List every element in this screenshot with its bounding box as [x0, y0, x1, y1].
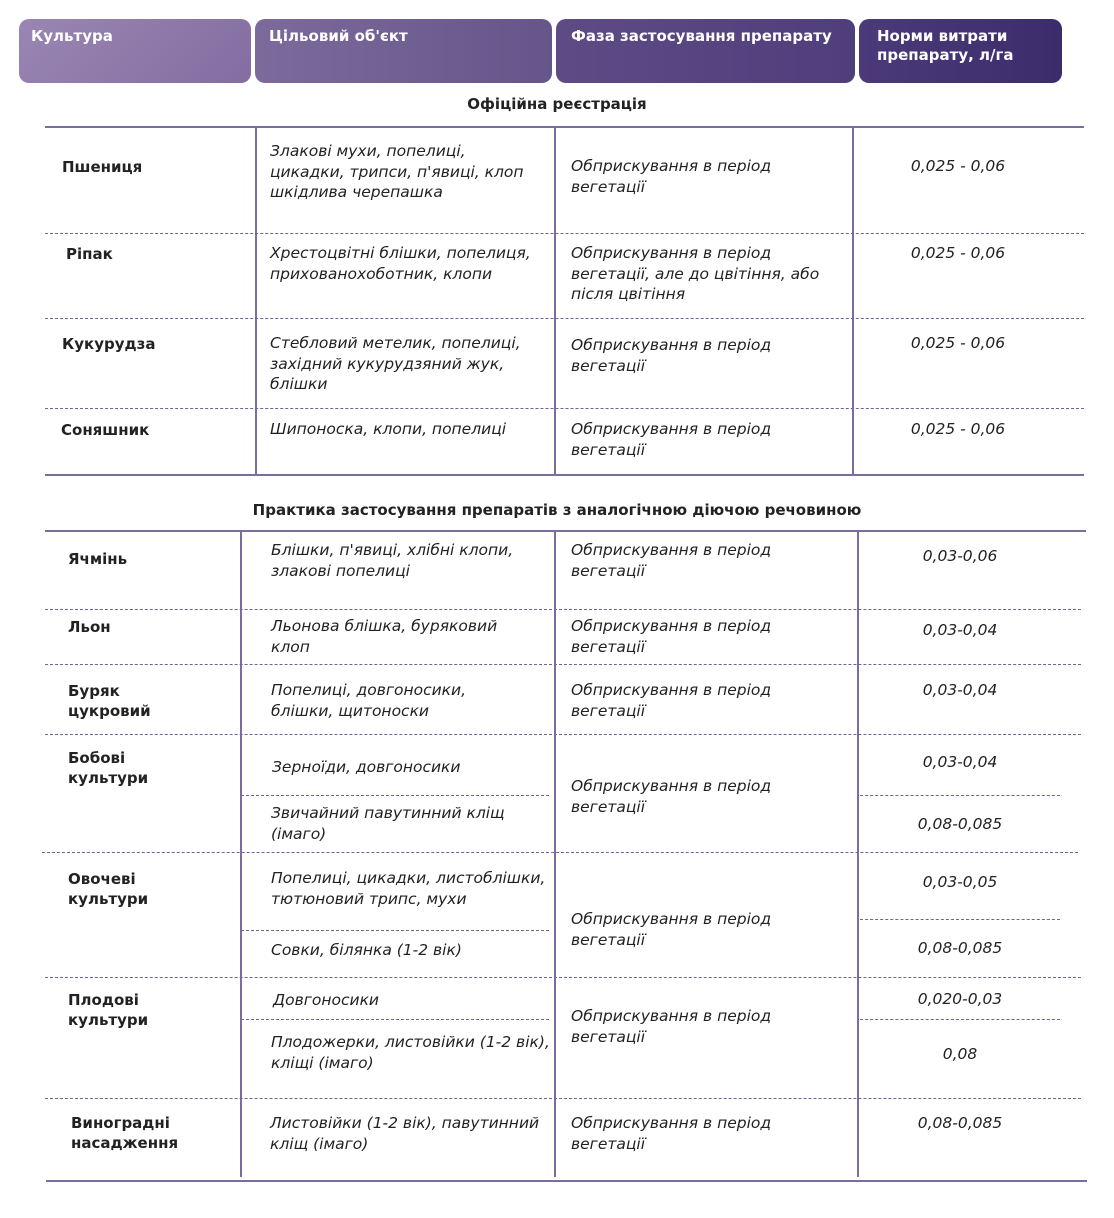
rate-value: 0,025 - 0,06 [910, 420, 1006, 438]
target-object: Льонова блішка, буряковий клоп [271, 617, 498, 656]
divider [45, 530, 1086, 532]
application-phase: Обприскування в період вегетації [571, 1114, 772, 1153]
rate-value: 0,03-0,04 [922, 681, 998, 699]
divider [857, 531, 859, 1177]
rate-value: 0,03-0,06 [922, 547, 998, 565]
row-divider [45, 233, 1084, 234]
application-phase: Обприскування в період вегетації [571, 1007, 772, 1046]
target-object: Листовійки (1-2 вік), павутинний кліщ (імаго) [270, 1114, 540, 1153]
subrow-divider [860, 919, 1060, 920]
subrow-divider [241, 1019, 549, 1020]
header-culture: Культура [19, 19, 251, 83]
application-phase: Обприскування в період вегетації [571, 777, 772, 816]
crop-name: Льон [68, 618, 111, 636]
crop-name: Кукурудза [62, 335, 156, 353]
crop-name: Овочеві культури [68, 870, 149, 908]
row-divider [45, 734, 1081, 735]
application-phase: Обприскування в період вегетації [571, 617, 772, 656]
target-object: Плодожерки, листовійки (1-2 вік), кліщі (імаго) [271, 1033, 550, 1072]
header-phase: Фаза застосування препарату [556, 19, 855, 83]
application-phase: Обприскування в період вегетації, але до цвітіння, або після цвітіння [571, 244, 820, 303]
rate-value: 0,03-0,04 [922, 621, 998, 639]
row-divider [45, 609, 1081, 610]
target-object: Хрестоцвітні блішки, попелиця, прихованохоботник, клопи [270, 244, 531, 283]
target-object: Звичайний павутинний кліщ (імаго) [271, 804, 505, 843]
rate-value: 0,03-0,04 [922, 753, 998, 771]
section-title-official: Офіційна реєстрація [467, 95, 647, 113]
target-object: Блішки, п'явиці, хлібні клопи, злакові попелиці [271, 541, 514, 580]
target-object: Попелиці, довгоносики, блішки, щитоноски [271, 681, 467, 720]
subrow-divider [241, 795, 549, 796]
target-object: Стебловий метелик, попелиці, західний кукурудзяний жук, блішки [270, 334, 521, 393]
application-phase: Обприскування в період вегетації [571, 420, 772, 459]
divider [554, 531, 556, 1177]
application-phase: Обприскування в період вегетації [571, 336, 772, 375]
application-phase: Обприскування в період вегетації [571, 157, 772, 196]
rate-value: 0,08-0,085 [917, 815, 1003, 833]
rate-value: 0,025 - 0,06 [910, 334, 1006, 352]
crop-name: Ячмінь [68, 550, 128, 568]
row-divider [45, 318, 1084, 319]
target-object: Шипоноска, клопи, попелиці [270, 420, 507, 438]
application-phase: Обприскування в період вегетації [571, 910, 772, 949]
header-rates: Норми витрати препарату, л/га [859, 19, 1062, 83]
section-title-practice: Практика застосування препаратів з аналогічною діючою речовиною [252, 501, 862, 519]
rate-value: 0,08-0,085 [917, 939, 1003, 957]
divider [46, 1180, 1087, 1182]
row-divider [45, 664, 1081, 665]
rate-value: 0,08 [942, 1045, 978, 1063]
crop-name: Соняшник [61, 421, 150, 439]
application-phase: Обприскування в період вегетації [571, 541, 772, 580]
crop-name: Ріпак [66, 245, 113, 263]
target-object: Совки, білянка (1-2 вік) [271, 941, 462, 959]
crop-name: Буряк цукровий [68, 682, 151, 720]
rate-value: 0,025 - 0,06 [910, 244, 1006, 262]
subrow-divider [860, 795, 1060, 796]
divider [240, 531, 242, 1177]
row-divider [45, 1098, 1081, 1099]
crop-name: Плодові культури [68, 991, 149, 1029]
divider [852, 127, 854, 475]
divider [45, 474, 1084, 476]
target-object: Попелиці, цикадки, листоблішки, тютюновий трипс, мухи [271, 869, 546, 908]
rate-value: 0,020-0,03 [917, 990, 1003, 1008]
target-object: Зерноїди, довгоносики [272, 758, 461, 776]
header-target: Цільовий об'єкт [255, 19, 552, 83]
row-divider [45, 977, 1081, 978]
subrow-divider [241, 930, 549, 931]
target-object: Злакові мухи, попелиці, цикадки, трипси, п'явиці, клоп шкідлива черепашка [270, 142, 524, 201]
row-divider [45, 408, 1084, 409]
divider [554, 127, 556, 475]
crop-name: Бобові культури [68, 749, 149, 787]
divider [255, 127, 257, 475]
subrow-divider [860, 1019, 1060, 1020]
row-divider [42, 852, 1078, 853]
crop-name: Пшениця [62, 158, 143, 176]
target-object: Довгоносики [273, 991, 380, 1009]
rate-value: 0,025 - 0,06 [910, 157, 1006, 175]
rate-value: 0,03-0,05 [922, 873, 998, 891]
crop-name: Виноградні насадження [71, 1114, 179, 1152]
rate-value: 0,08-0,085 [917, 1114, 1003, 1132]
application-phase: Обприскування в період вегетації [571, 681, 772, 720]
divider [45, 126, 1084, 128]
